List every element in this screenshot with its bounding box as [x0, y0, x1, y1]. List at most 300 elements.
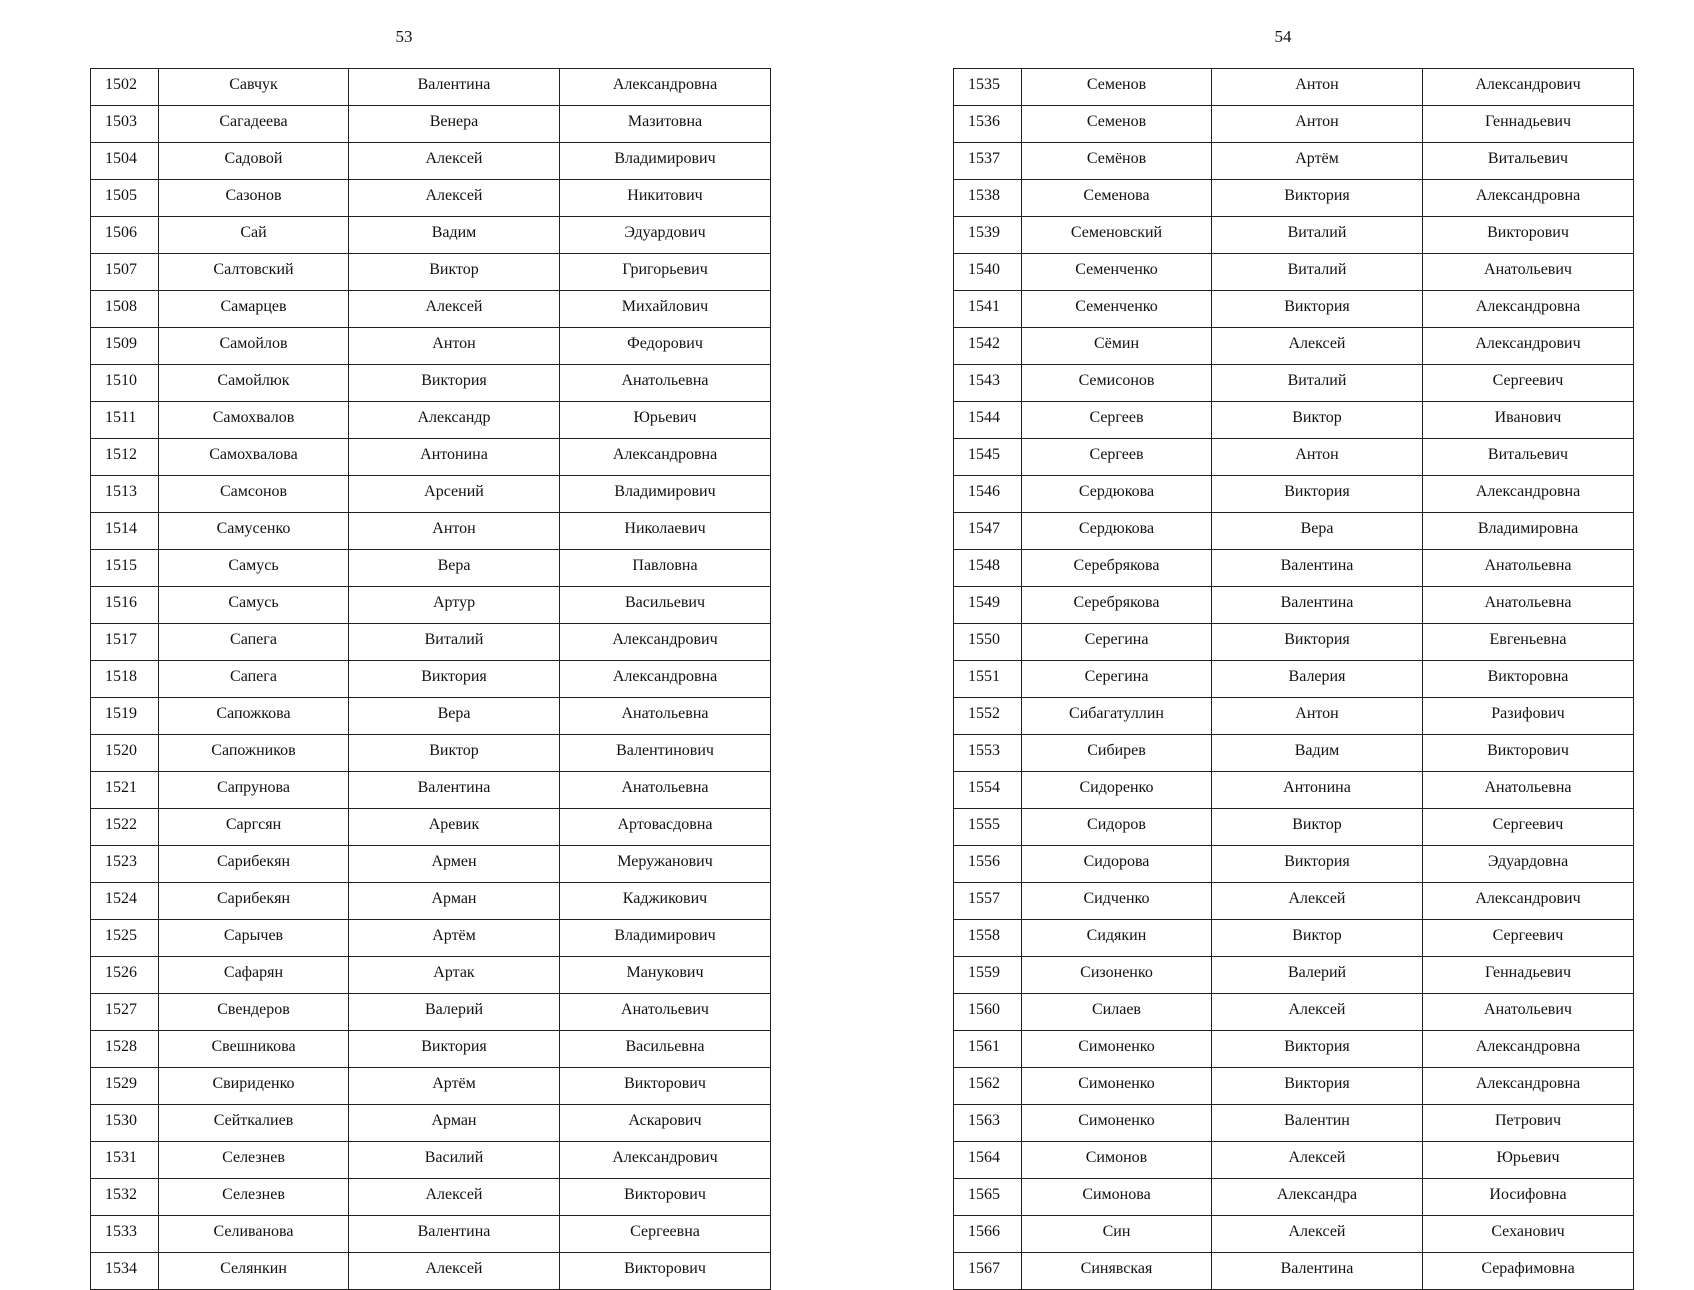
- table-row: [954, 1253, 1634, 1290]
- patronymic-cell: Иосифовна: [1423, 1179, 1634, 1216]
- surname-cell: Сидорова: [1022, 846, 1212, 883]
- given-name-cell: Арман: [349, 883, 560, 920]
- row-number-cell: 1554: [954, 772, 1022, 809]
- row-number-cell: 1557: [954, 883, 1022, 920]
- surname-cell: Сапега: [159, 624, 349, 661]
- given-name-cell: Виктория: [1212, 180, 1423, 217]
- given-name-cell: Валентина: [1212, 1253, 1423, 1290]
- given-name-cell: Виталий: [1212, 254, 1423, 291]
- table-row: [91, 328, 771, 365]
- surname-cell: Сафарян: [159, 957, 349, 994]
- surname-cell: Сапожников: [159, 735, 349, 772]
- table-row: [954, 254, 1634, 291]
- given-name-cell: Виктория: [349, 1031, 560, 1068]
- patronymic-cell: Васильевна: [560, 1031, 771, 1068]
- surname-cell: Семенов: [1022, 69, 1212, 106]
- table-row: [954, 513, 1634, 550]
- surname-cell: Сидоров: [1022, 809, 1212, 846]
- patronymic-cell: Петрович: [1423, 1105, 1634, 1142]
- surname-cell: Семенова: [1022, 180, 1212, 217]
- table-row: [91, 254, 771, 291]
- row-number-cell: 1566: [954, 1216, 1022, 1253]
- given-name-cell: Венера: [349, 106, 560, 143]
- patronymic-cell: Александровна: [1423, 1031, 1634, 1068]
- table-row: [954, 365, 1634, 402]
- surname-cell: Сердюкова: [1022, 513, 1212, 550]
- table-row: [954, 846, 1634, 883]
- roster-body: [954, 69, 1634, 1290]
- table-row: [954, 1216, 1634, 1253]
- row-number-cell: 1522: [91, 809, 159, 846]
- row-number-cell: 1551: [954, 661, 1022, 698]
- surname-cell: Селянкин: [159, 1253, 349, 1290]
- given-name-cell: Антон: [1212, 69, 1423, 106]
- table-row: [91, 291, 771, 328]
- surname-cell: Самарцев: [159, 291, 349, 328]
- given-name-cell: Антон: [349, 513, 560, 550]
- row-number-cell: 1559: [954, 957, 1022, 994]
- row-number-cell: 1514: [91, 513, 159, 550]
- row-number-cell: 1553: [954, 735, 1022, 772]
- roster-table: [953, 68, 1634, 1290]
- surname-cell: Свендеров: [159, 994, 349, 1031]
- patronymic-cell: Александровна: [1423, 180, 1634, 217]
- row-number-cell: 1562: [954, 1068, 1022, 1105]
- row-number-cell: 1555: [954, 809, 1022, 846]
- surname-cell: Саргсян: [159, 809, 349, 846]
- patronymic-cell: Владимирович: [560, 920, 771, 957]
- row-number-cell: 1545: [954, 439, 1022, 476]
- surname-cell: Сейткалиев: [159, 1105, 349, 1142]
- table-row: [91, 439, 771, 476]
- patronymic-cell: Васильевич: [560, 587, 771, 624]
- given-name-cell: Валерий: [349, 994, 560, 1031]
- table-row: [954, 1142, 1634, 1179]
- surname-cell: Самохвалова: [159, 439, 349, 476]
- row-number-cell: 1556: [954, 846, 1022, 883]
- given-name-cell: Антонина: [349, 439, 560, 476]
- patronymic-cell: Анатольевна: [560, 772, 771, 809]
- surname-cell: Сёмин: [1022, 328, 1212, 365]
- patronymic-cell: Юрьевич: [1423, 1142, 1634, 1179]
- given-name-cell: Виктор: [349, 735, 560, 772]
- table-row: [954, 809, 1634, 846]
- surname-cell: Серебрякова: [1022, 550, 1212, 587]
- table-row: [91, 661, 771, 698]
- row-number-cell: 1560: [954, 994, 1022, 1031]
- surname-cell: Сапега: [159, 661, 349, 698]
- surname-cell: Семеновский: [1022, 217, 1212, 254]
- patronymic-cell: Викторович: [1423, 217, 1634, 254]
- given-name-cell: Арман: [349, 1105, 560, 1142]
- row-number-cell: 1543: [954, 365, 1022, 402]
- patronymic-cell: Сергеевич: [1423, 365, 1634, 402]
- surname-cell: Семенов: [1022, 106, 1212, 143]
- given-name-cell: Вадим: [1212, 735, 1423, 772]
- row-number-cell: 1538: [954, 180, 1022, 217]
- table-row: [91, 180, 771, 217]
- table-row: [954, 291, 1634, 328]
- surname-cell: Свешникова: [159, 1031, 349, 1068]
- given-name-cell: Виктория: [349, 661, 560, 698]
- given-name-cell: Алексей: [349, 143, 560, 180]
- given-name-cell: Виктор: [1212, 809, 1423, 846]
- given-name-cell: Валентина: [349, 69, 560, 106]
- row-number-cell: 1548: [954, 550, 1022, 587]
- roster-body: [91, 69, 771, 1290]
- surname-cell: Сибагатуллин: [1022, 698, 1212, 735]
- patronymic-cell: Викторович: [1423, 735, 1634, 772]
- patronymic-cell: Каджикович: [560, 883, 771, 920]
- row-number-cell: 1509: [91, 328, 159, 365]
- given-name-cell: Антон: [1212, 698, 1423, 735]
- surname-cell: Синявская: [1022, 1253, 1212, 1290]
- patronymic-cell: Геннадьевич: [1423, 106, 1634, 143]
- given-name-cell: Виктория: [1212, 1068, 1423, 1105]
- surname-cell: Симонов: [1022, 1142, 1212, 1179]
- given-name-cell: Валерия: [1212, 661, 1423, 698]
- patronymic-cell: Анатольевич: [1423, 254, 1634, 291]
- surname-cell: Самусь: [159, 550, 349, 587]
- table-row: [91, 402, 771, 439]
- patronymic-cell: Витальевич: [1423, 439, 1634, 476]
- row-number-cell: 1519: [91, 698, 159, 735]
- patronymic-cell: Викторович: [560, 1179, 771, 1216]
- surname-cell: Сарибекян: [159, 846, 349, 883]
- patronymic-cell: Владимирович: [560, 143, 771, 180]
- table-row: [91, 1068, 771, 1105]
- row-number-cell: 1567: [954, 1253, 1022, 1290]
- surname-cell: Садовой: [159, 143, 349, 180]
- given-name-cell: Валентина: [1212, 587, 1423, 624]
- surname-cell: Селезнев: [159, 1179, 349, 1216]
- table-row: [954, 1105, 1634, 1142]
- patronymic-cell: Викторович: [560, 1253, 771, 1290]
- surname-cell: Сарибекян: [159, 883, 349, 920]
- table-row: [954, 587, 1634, 624]
- surname-cell: Серегина: [1022, 661, 1212, 698]
- surname-cell: Симоненко: [1022, 1068, 1212, 1105]
- patronymic-cell: Эдуардовна: [1423, 846, 1634, 883]
- patronymic-cell: Александрович: [1423, 328, 1634, 365]
- row-number-cell: 1546: [954, 476, 1022, 513]
- surname-cell: Сизоненко: [1022, 957, 1212, 994]
- row-number-cell: 1505: [91, 180, 159, 217]
- patronymic-cell: Евгеньевна: [1423, 624, 1634, 661]
- row-number-cell: 1502: [91, 69, 159, 106]
- patronymic-cell: Александровна: [560, 661, 771, 698]
- row-number-cell: 1520: [91, 735, 159, 772]
- patronymic-cell: Анатольевна: [560, 698, 771, 735]
- row-number-cell: 1528: [91, 1031, 159, 1068]
- row-number-cell: 1532: [91, 1179, 159, 1216]
- surname-cell: Селиванова: [159, 1216, 349, 1253]
- table-row: [91, 846, 771, 883]
- table-row: [954, 994, 1634, 1031]
- row-number-cell: 1536: [954, 106, 1022, 143]
- row-number-cell: 1535: [954, 69, 1022, 106]
- table-row: [954, 106, 1634, 143]
- surname-cell: Сергеев: [1022, 439, 1212, 476]
- given-name-cell: Валентин: [1212, 1105, 1423, 1142]
- patronymic-cell: Аскарович: [560, 1105, 771, 1142]
- patronymic-cell: Александровна: [560, 69, 771, 106]
- given-name-cell: Алексей: [1212, 883, 1423, 920]
- surname-cell: Сапожкова: [159, 698, 349, 735]
- patronymic-cell: Владимирович: [560, 476, 771, 513]
- given-name-cell: Алексей: [1212, 994, 1423, 1031]
- table-row: [954, 957, 1634, 994]
- given-name-cell: Антонина: [1212, 772, 1423, 809]
- row-number-cell: 1542: [954, 328, 1022, 365]
- page-number: 53: [395, 27, 413, 46]
- patronymic-cell: Анатольевна: [1423, 587, 1634, 624]
- patronymic-cell: Юрьевич: [560, 402, 771, 439]
- row-number-cell: 1507: [91, 254, 159, 291]
- row-number-cell: 1565: [954, 1179, 1022, 1216]
- surname-cell: Сидякин: [1022, 920, 1212, 957]
- table-row: [91, 772, 771, 809]
- given-name-cell: Вера: [349, 550, 560, 587]
- surname-cell: Семёнов: [1022, 143, 1212, 180]
- row-number-cell: 1552: [954, 698, 1022, 735]
- patronymic-cell: Александровна: [1423, 1068, 1634, 1105]
- table-row: [91, 883, 771, 920]
- surname-cell: Сапрунова: [159, 772, 349, 809]
- table-row: [954, 402, 1634, 439]
- row-number-cell: 1517: [91, 624, 159, 661]
- given-name-cell: Виталий: [349, 624, 560, 661]
- surname-cell: Самусенко: [159, 513, 349, 550]
- patronymic-cell: Сеханович: [1423, 1216, 1634, 1253]
- patronymic-cell: Анатольевич: [560, 994, 771, 1031]
- row-number-cell: 1531: [91, 1142, 159, 1179]
- given-name-cell: Виктор: [1212, 920, 1423, 957]
- surname-cell: Сергеев: [1022, 402, 1212, 439]
- given-name-cell: Виктория: [1212, 291, 1423, 328]
- given-name-cell: Виктория: [1212, 476, 1423, 513]
- table-row: [91, 735, 771, 772]
- right-page: [953, 0, 1633, 1277]
- row-number-cell: 1533: [91, 1216, 159, 1253]
- given-name-cell: Виталий: [1212, 365, 1423, 402]
- patronymic-cell: Николаевич: [560, 513, 771, 550]
- table-row: [954, 624, 1634, 661]
- row-number-cell: 1540: [954, 254, 1022, 291]
- table-row: [91, 143, 771, 180]
- surname-cell: Самойлюк: [159, 365, 349, 402]
- given-name-cell: Вера: [1212, 513, 1423, 550]
- row-number-cell: 1525: [91, 920, 159, 957]
- surname-cell: Сидченко: [1022, 883, 1212, 920]
- table-row: [954, 328, 1634, 365]
- surname-cell: Салтовский: [159, 254, 349, 291]
- row-number-cell: 1539: [954, 217, 1022, 254]
- given-name-cell: Алексей: [349, 1179, 560, 1216]
- surname-cell: Селезнев: [159, 1142, 349, 1179]
- table-row: [954, 217, 1634, 254]
- surname-cell: Самойлов: [159, 328, 349, 365]
- patronymic-cell: Александрович: [560, 624, 771, 661]
- table-row: [91, 698, 771, 735]
- patronymic-cell: Манукович: [560, 957, 771, 994]
- table-row: [954, 772, 1634, 809]
- surname-cell: Сагадеева: [159, 106, 349, 143]
- table-row: [954, 1179, 1634, 1216]
- patronymic-cell: Витальевич: [1423, 143, 1634, 180]
- surname-cell: Семисонов: [1022, 365, 1212, 402]
- given-name-cell: Арсений: [349, 476, 560, 513]
- table-row: [954, 550, 1634, 587]
- row-number-cell: 1504: [91, 143, 159, 180]
- table-row: [91, 1253, 771, 1290]
- patronymic-cell: Анатольевна: [560, 365, 771, 402]
- row-number-cell: 1561: [954, 1031, 1022, 1068]
- surname-cell: Сибирев: [1022, 735, 1212, 772]
- patronymic-cell: Сергеевна: [560, 1216, 771, 1253]
- row-number-cell: 1503: [91, 106, 159, 143]
- page-number: 54: [1274, 27, 1292, 46]
- row-number-cell: 1563: [954, 1105, 1022, 1142]
- given-name-cell: Валерий: [1212, 957, 1423, 994]
- patronymic-cell: Артовасдовна: [560, 809, 771, 846]
- table-row: [954, 698, 1634, 735]
- table-row: [91, 624, 771, 661]
- table-row: [91, 106, 771, 143]
- table-row: [91, 920, 771, 957]
- surname-cell: Савчук: [159, 69, 349, 106]
- table-row: [954, 920, 1634, 957]
- table-row: [954, 661, 1634, 698]
- patronymic-cell: Анатольевна: [1423, 772, 1634, 809]
- patronymic-cell: Валентинович: [560, 735, 771, 772]
- surname-cell: Симонова: [1022, 1179, 1212, 1216]
- surname-cell: Серегина: [1022, 624, 1212, 661]
- given-name-cell: Валентина: [1212, 550, 1423, 587]
- given-name-cell: Виктория: [1212, 624, 1423, 661]
- row-number-cell: 1526: [91, 957, 159, 994]
- row-number-cell: 1511: [91, 402, 159, 439]
- patronymic-cell: Александрович: [1423, 69, 1634, 106]
- given-name-cell: Вадим: [349, 217, 560, 254]
- given-name-cell: Алексей: [1212, 1142, 1423, 1179]
- patronymic-cell: Викторовна: [1423, 661, 1634, 698]
- surname-cell: Сай: [159, 217, 349, 254]
- row-number-cell: 1529: [91, 1068, 159, 1105]
- table-row: [91, 587, 771, 624]
- patronymic-cell: Сергеевич: [1423, 809, 1634, 846]
- surname-cell: Сидоренко: [1022, 772, 1212, 809]
- row-number-cell: 1516: [91, 587, 159, 624]
- row-number-cell: 1524: [91, 883, 159, 920]
- patronymic-cell: Григорьевич: [560, 254, 771, 291]
- given-name-cell: Виталий: [1212, 217, 1423, 254]
- row-number-cell: 1544: [954, 402, 1022, 439]
- given-name-cell: Алексей: [349, 1253, 560, 1290]
- row-number-cell: 1512: [91, 439, 159, 476]
- left-page: [90, 0, 770, 1277]
- patronymic-cell: Меружанович: [560, 846, 771, 883]
- given-name-cell: Артём: [349, 1068, 560, 1105]
- given-name-cell: Артём: [1212, 143, 1423, 180]
- table-row: [954, 476, 1634, 513]
- row-number-cell: 1506: [91, 217, 159, 254]
- patronymic-cell: Серафимовна: [1423, 1253, 1634, 1290]
- patronymic-cell: Александровна: [560, 439, 771, 476]
- table-row: [91, 550, 771, 587]
- row-number-cell: 1515: [91, 550, 159, 587]
- row-number-cell: 1521: [91, 772, 159, 809]
- patronymic-cell: Михайлович: [560, 291, 771, 328]
- patronymic-cell: Федорович: [560, 328, 771, 365]
- patronymic-cell: Анатольевна: [1423, 550, 1634, 587]
- roster-table: [90, 68, 771, 1290]
- given-name-cell: Александра: [1212, 1179, 1423, 1216]
- given-name-cell: Василий: [349, 1142, 560, 1179]
- surname-cell: Сердюкова: [1022, 476, 1212, 513]
- given-name-cell: Артак: [349, 957, 560, 994]
- surname-cell: Самсонов: [159, 476, 349, 513]
- given-name-cell: Александр: [349, 402, 560, 439]
- row-number-cell: 1518: [91, 661, 159, 698]
- patronymic-cell: Александрович: [560, 1142, 771, 1179]
- table-row: [91, 994, 771, 1031]
- given-name-cell: Валентина: [349, 772, 560, 809]
- row-number-cell: 1530: [91, 1105, 159, 1142]
- row-number-cell: 1534: [91, 1253, 159, 1290]
- surname-cell: Самусь: [159, 587, 349, 624]
- given-name-cell: Виктория: [349, 365, 560, 402]
- surname-cell: Син: [1022, 1216, 1212, 1253]
- table-row: [954, 143, 1634, 180]
- patronymic-cell: Анатольевич: [1423, 994, 1634, 1031]
- given-name-cell: Алексей: [349, 291, 560, 328]
- patronymic-cell: Эдуардович: [560, 217, 771, 254]
- given-name-cell: Виктор: [1212, 402, 1423, 439]
- patronymic-cell: Викторович: [560, 1068, 771, 1105]
- table-row: [91, 217, 771, 254]
- patronymic-cell: Александровна: [1423, 291, 1634, 328]
- given-name-cell: Армен: [349, 846, 560, 883]
- patronymic-cell: Александровна: [1423, 476, 1634, 513]
- table-row: [954, 180, 1634, 217]
- table-row: [954, 69, 1634, 106]
- row-number-cell: 1547: [954, 513, 1022, 550]
- table-row: [954, 439, 1634, 476]
- surname-cell: Симоненко: [1022, 1031, 1212, 1068]
- table-row: [91, 957, 771, 994]
- given-name-cell: Виктория: [1212, 846, 1423, 883]
- given-name-cell: Антон: [1212, 439, 1423, 476]
- given-name-cell: Антон: [1212, 106, 1423, 143]
- row-number-cell: 1541: [954, 291, 1022, 328]
- row-number-cell: 1564: [954, 1142, 1022, 1179]
- patronymic-cell: Павловна: [560, 550, 771, 587]
- patronymic-cell: Иванович: [1423, 402, 1634, 439]
- patronymic-cell: Сергеевич: [1423, 920, 1634, 957]
- surname-cell: Силаев: [1022, 994, 1212, 1031]
- surname-cell: Серебрякова: [1022, 587, 1212, 624]
- given-name-cell: Вера: [349, 698, 560, 735]
- row-number-cell: 1523: [91, 846, 159, 883]
- given-name-cell: Алексей: [349, 180, 560, 217]
- surname-cell: Самохвалов: [159, 402, 349, 439]
- row-number-cell: 1537: [954, 143, 1022, 180]
- row-number-cell: 1510: [91, 365, 159, 402]
- table-row: [91, 69, 771, 106]
- row-number-cell: 1513: [91, 476, 159, 513]
- table-row: [954, 735, 1634, 772]
